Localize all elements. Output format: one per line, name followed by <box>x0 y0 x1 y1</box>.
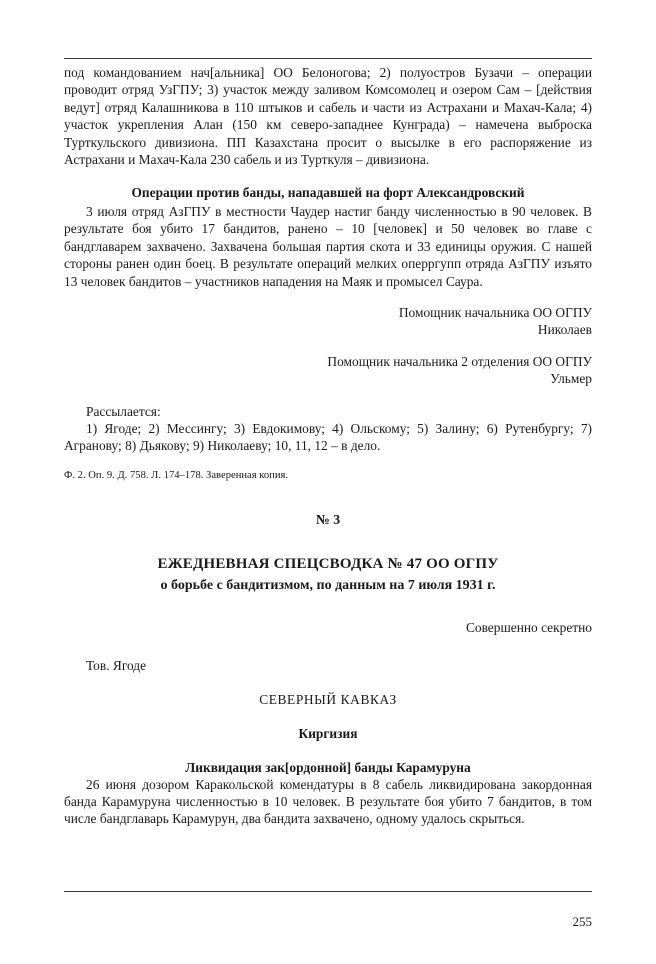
signature-title-2: Помощник начальника 2 отделения ОО ОГПУ <box>327 353 592 369</box>
document-subtitle: о борьбе с бандитизмом, по данным на 7 июля 1931 г. <box>160 577 496 593</box>
region-heading: СЕВЕРНЫЙ КАВКАЗ <box>259 691 397 707</box>
signature-name-2: Ульмер <box>550 371 592 387</box>
sub-region-heading: Киргизия <box>298 725 358 741</box>
secrecy-mark: Совершенно секретно <box>465 619 592 635</box>
distribution-title: Рассылается: <box>86 403 161 419</box>
top-divider <box>64 58 592 59</box>
signature-block-2 <box>64 353 592 388</box>
section-heading: Ликвидация зак[ордонной] банды Карамуруна <box>185 759 471 775</box>
signature-title-1: Помощник начальника ОО ОГПУ <box>398 305 592 321</box>
archive-reference: Ф. 2. Оп. 9. Д. 758. Л. 174–178. Заверенная копия. <box>64 469 289 481</box>
paragraph-operations: 3 июля отряд АзГПУ в местности Чаудер настиг банду численностью в 90 человек. В результате боя убито 17 бандитов, ранено – 10 [человек] и 50 человек во главе с бандглаварем захвачено. Захвачена большая партия скота и 33 единицы оружия. С нашей стороны ранен один боец. В результате операций мелких оперргупп отряда АзГПУ изъято 13 человек бандитов – участников нападения на Маяк и промысел Саура. <box>64 203 592 289</box>
heading-operations-against-band: Операции против банды, нападавшей на форт Александровский <box>131 184 525 200</box>
document-number: № 3 <box>315 512 341 528</box>
document-title: ЕЖЕДНЕВНАЯ СПЕЦСВОДКА № 47 ОО ОГПУ <box>157 556 499 573</box>
signature-block-1 <box>64 304 592 339</box>
bottom-divider <box>64 891 592 892</box>
paragraph-continuation: под командованием нач[альника] ОО Белоногова; 2) полуостров Бузачи – операции проводит отряд УзГПУ; 3) участок между заливом Комсомолец и озером Сам – [действия ведут] отряд Калашникова в 110 штыков и сабель и части из Астрахани и Махач-Кала; 4) участок укрепления Алан (150 км северо-западнее Кунграда) – намечена выброска Турткульского дивизиона. ПП Казахстана просит о высылке в его распоряжение из Астрахани и Махач-Кала 230 сабель и из Турткуля – дивизиона. <box>64 65 592 168</box>
page-number: 255 <box>572 914 592 929</box>
addressee: Тов. Ягоде <box>86 657 147 673</box>
distribution-list: 1) Ягоде; 2) Мессингу; 3) Евдокимову; 4) Ольскому; 5) Залину; 6) Рутенбургу; 7) Агранову; 8) Дьякову; 9) Николаеву; 10, 11, 12 – в дело. <box>64 420 592 454</box>
paragraph-liquidation: 26 июня дозором Каракольской комендатуры в 8 сабель ликвидирована закордонная банда Карамуруна численностью в 10 человек. В результате боя убито 7 бандитов, в том числе бандглаварь Карамурун, два бандита захвачено, одному удалось скрыться. <box>64 776 592 827</box>
signature-name-1: Николаев <box>537 322 592 338</box>
